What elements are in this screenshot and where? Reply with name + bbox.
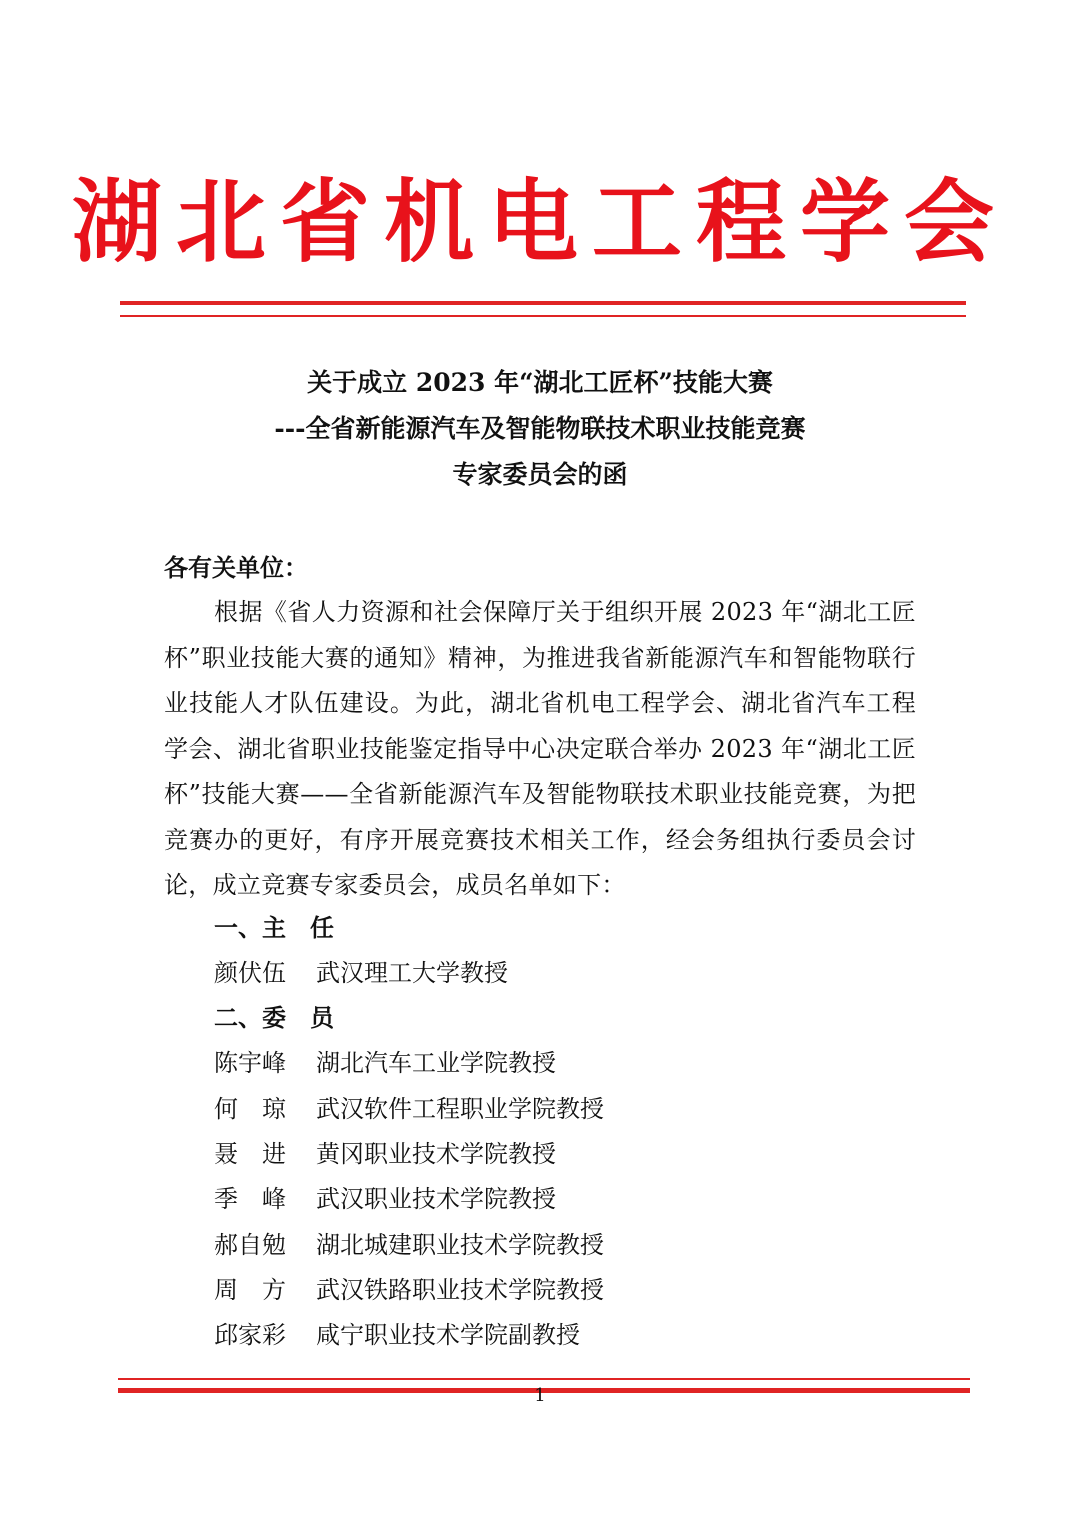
member-name: 何 琼: [214, 1095, 286, 1123]
member-row: [214, 1223, 604, 1267]
letterhead-organization-name: 湖北省机电工程学会: [72, 170, 1008, 275]
member-title: 湖北汽车工业学院教授: [316, 1049, 556, 1077]
member-row: [214, 1132, 556, 1176]
member-title: 黄冈职业技术学院教授: [316, 1140, 556, 1168]
body-paragraph: 根据《省人力资源和社会保障厅关于组织开展 2023 年“湖北工匠杯”职业技能大赛的通知》精神，为推进我省新能源汽车和智能物联行业技能人才队伍建设。为此，湖北省机电工程学会、湖北省汽车工程学会、湖北省职业技能鉴定指导中心决定联合举办 2023 年“湖北工匠杯”技能大赛——全省新能源汽车及智能物联技术职业技能竞赛，为把竞赛办的更好，有序开展竞赛技术相关工作，经会务组执行委员会讨论，成立竞赛专家委员会，成员名单如下：: [164, 598, 916, 899]
director-title: 武汉理工大学教授: [316, 959, 508, 987]
member-row: [214, 1087, 604, 1131]
title-line-2: ---全省新能源汽车及智能物联技术职业技能竞赛: [274, 414, 806, 443]
member-name: 季 峰: [214, 1185, 286, 1213]
member-row: [214, 1177, 556, 1221]
footer-rule-thin: [118, 1378, 970, 1380]
member-name: 陈宇峰: [214, 1049, 286, 1077]
page-number: 1: [534, 1385, 546, 1406]
document-title: [0, 360, 1080, 498]
members-section-heading: 二、委 员: [214, 1003, 334, 1032]
member-name: 邱家彩: [214, 1321, 286, 1349]
member-title: 武汉铁路职业技术学院教授: [316, 1276, 604, 1304]
director-section-heading: 一、主 任: [214, 913, 334, 942]
member-row: [214, 1313, 580, 1357]
member-title: 咸宁职业技术学院副教授: [316, 1321, 580, 1349]
member-title: 武汉职业技术学院教授: [316, 1185, 556, 1213]
member-title: 武汉软件工程职业学院教授: [316, 1095, 604, 1123]
member-row: [214, 1268, 604, 1312]
member-title: 湖北城建职业技术学院教授: [316, 1231, 604, 1259]
header-rule-thin: [120, 315, 966, 317]
salutation: 各有关单位：: [164, 553, 308, 582]
director-name: 颜伏伍: [214, 959, 286, 987]
title-line-1: 关于成立 2023 年“湖北工匠杯”技能大赛: [307, 368, 773, 397]
member-name: 郝自勉: [214, 1231, 286, 1259]
header-rule-thick: [120, 301, 966, 305]
title-line-3: 专家委员会的函: [452, 460, 628, 489]
director-row: [214, 951, 508, 995]
member-name: 聂 进: [214, 1140, 286, 1168]
member-row: [214, 1041, 556, 1085]
member-name: 周 方: [214, 1276, 286, 1304]
